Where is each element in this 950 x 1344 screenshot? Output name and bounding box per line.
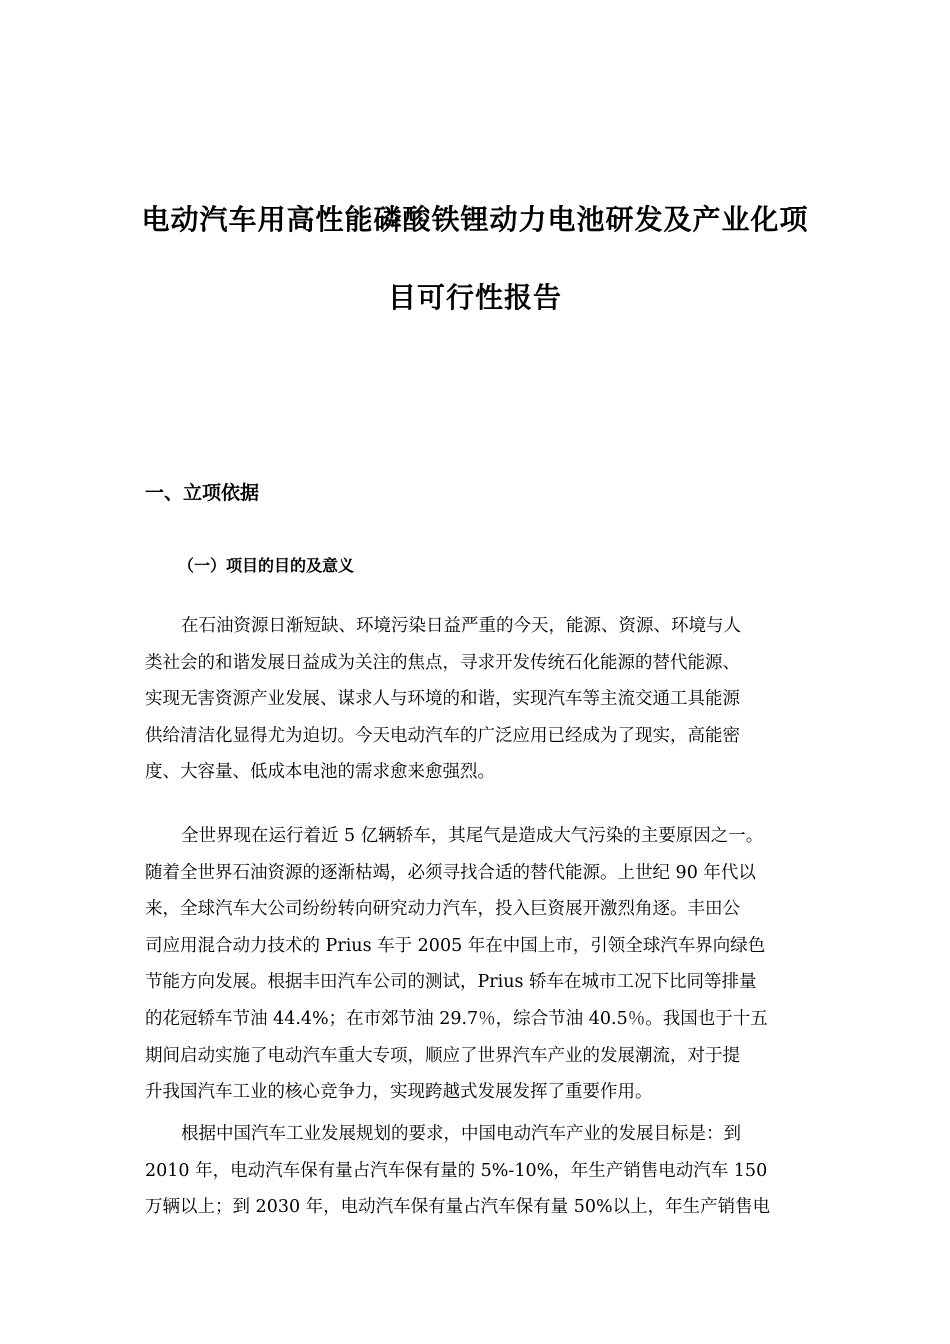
paragraph-line: 升我国汽车工业的核心竞争力，实现跨越式发展发挥了重要作用。	[145, 1082, 653, 1103]
paragraph-line: 司应用混合动力技术的 Prius 车于 2005 年在中国上市，引领全球汽车界向绿色	[145, 935, 766, 956]
paragraph-line: 度、大容量、低成本电池的需求愈来愈强烈。	[145, 762, 495, 783]
paragraph-line: 实现无害资源产业发展、谋求人与环境的和谐，实现汽车等主流交通工具能源	[145, 689, 740, 710]
paragraph-3	[145, 1116, 825, 1226]
document-title-line-2: 目可行性报告	[387, 281, 562, 314]
paragraph-line: 2010 年，电动汽车保有量占汽车保有量的 5%-10%，年生产销售电动汽车 150	[145, 1160, 768, 1181]
paragraph-line: 节能方向发展。根据丰田汽车公司的测试，Prius 轿车在城市工况下比同等排量	[145, 972, 757, 993]
paragraph-line: 随着全世界石油资源的逐渐枯竭，必须寻找合适的替代能源。上世纪 90 年代以	[145, 862, 756, 883]
paragraph-line: 在石油资源日渐短缺、环境污染日益严重的今天，能源、资源、环境与人	[181, 616, 741, 636]
paragraph-2	[145, 818, 825, 1111]
paragraph-line: 来，全球汽车大公司纷纷转向研究动力汽车，投入巨资展开激烈角逐。丰田公	[145, 899, 740, 920]
paragraph-line: 类社会的和谐发展日益成为关注的焦点，寻求开发传统石化能源的替代能源、	[145, 652, 740, 673]
paragraph-1	[145, 608, 825, 791]
subsection-heading: （一）项目的目的及意义	[178, 556, 355, 575]
paragraph-line: 根据中国汽车工业发展规划的要求，中国电动汽车产业的发展目标是：到	[181, 1124, 741, 1144]
paragraph-line: 的花冠轿车节油 44.4%；在市郊节油 29.7％，综合节油 40.5％。我国也于十五	[145, 1008, 768, 1029]
paragraph-line: 全世界现在运行着近 5 亿辆轿车，其尾气是造成大气污染的主要原因之一。	[181, 826, 764, 846]
section-heading: 一、立项依据	[145, 482, 260, 504]
paragraph-line: 供给清洁化显得尤为迫切。今天电动汽车的广泛应用已经成为了现实，高能密	[145, 725, 740, 746]
document-title-line-1: 电动汽车用高性能磷酸铁锂动力电池研发及产业化项	[141, 203, 809, 236]
paragraph-line: 万辆以上；到 2030 年，电动汽车保有量占汽车保有量 50%以上，年生产销售电	[145, 1197, 771, 1218]
paragraph-line: 期间启动实施了电动汽车重大专项，顺应了世界汽车产业的发展潮流，对于提	[145, 1045, 740, 1066]
